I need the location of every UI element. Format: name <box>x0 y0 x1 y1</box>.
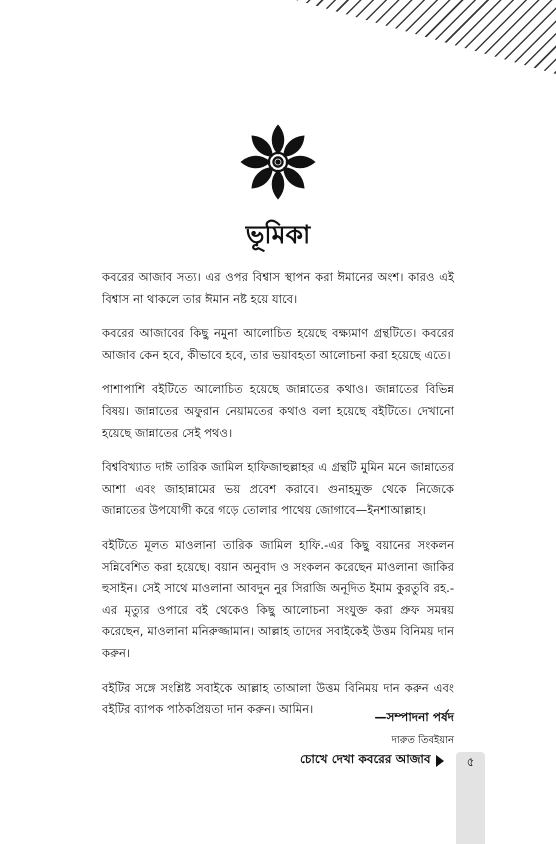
signature-name: —সম্পাদনা পর্ষদ <box>374 710 454 724</box>
page-body <box>102 267 454 734</box>
triangle-right-icon <box>436 755 444 767</box>
signature-organization: দারুত তিবইয়ান <box>391 735 454 746</box>
running-footer <box>300 752 444 770</box>
paragraph-3: পাশাপাশি বইটিতে আলোচিত হয়েছে জান্নাতের কথাও। জান্নাতের বিভিন্ন বিষয়। জান্নাতের অফুরান নেয়ামতের কথাও বলা হয়েছে বইটিতে। দেখানো হয়েছে জান্নাতের সেই পথও। <box>102 382 454 440</box>
paragraph-5: বইটিতে মূলত মাওলানা তারিক জামিল হাফি.-এর কিছু বয়ানের সংকলন সন্নিবেশিত করা হয়েছে। বয়ান অনুবাদ ও সংকলন করেছেন মাওলানা জাকির হুসাইন। সেই সাথে মাওলানা আবদুন নুর সিরাজি অনূদিত ইমাম কুরতুবি রহ.-এর মৃত্যুর ওপারে বই থেকেও কিছু আলোচনা সংযুক্ত করা প্রুফ সমন্বয় করেছেন, মাওলানা মনিরুজ্জামান। আল্লাহ তাদের সবাইকেই উত্তম বিনিময় দান করুন। <box>102 537 454 660</box>
paragraph-1: কবরের আজাব সত্য। এর ওপর বিশ্বাস স্থাপন করা ঈমানের অংশ। কারও এই বিশ্বাস না থাকলে তার ঈমান নষ্ট হয়ে যাবে। <box>102 270 454 306</box>
page-number-tab <box>456 752 485 844</box>
corner-stripes-decoration <box>296 0 556 74</box>
footer-book-title: চোখে দেখা কবরের আজাব <box>300 752 431 766</box>
paragraph-4: বিশ্ববিখ্যাত দাঈ তারিক জামিল হাফিজাহুল্লাহর এ গ্রন্থটি মুমিন মনে জান্নাতের আশা এবং জাহান্নামের ভয় প্রবেশ করাবে। গুনাহমুক্ত থেকে নিজেকে জান্নাতের উপযোগী করে গড়ে তোলার পাথেয় জোগাবে—ইনশাআল্লাহ। <box>102 460 454 518</box>
flower-ornament-icon <box>240 124 316 200</box>
page-title: ভূমিকা <box>245 220 311 249</box>
signature-block <box>374 709 454 750</box>
page-number: ৫ <box>466 755 475 769</box>
paragraph-2: কবরের আজাবের কিছু নমুনা আলোচিত হয়েছে বক্ষ্যমাণ গ্রন্থটিতে। কবরের আজাব কেন হবে, কীভাবে হবে, তার ভয়াবহতা আলোচনা করা হয়েছে এতে। <box>102 326 454 362</box>
paragraph-6: বইটির সঙ্গে সংশ্লিষ্ট সবাইকে আল্লাহ তাআলা উত্তম বিনিময় দান করুন এবং বইটির ব্যাপক পাঠকপ্রিয়তা দান করুন। আমিন। <box>102 680 454 717</box>
